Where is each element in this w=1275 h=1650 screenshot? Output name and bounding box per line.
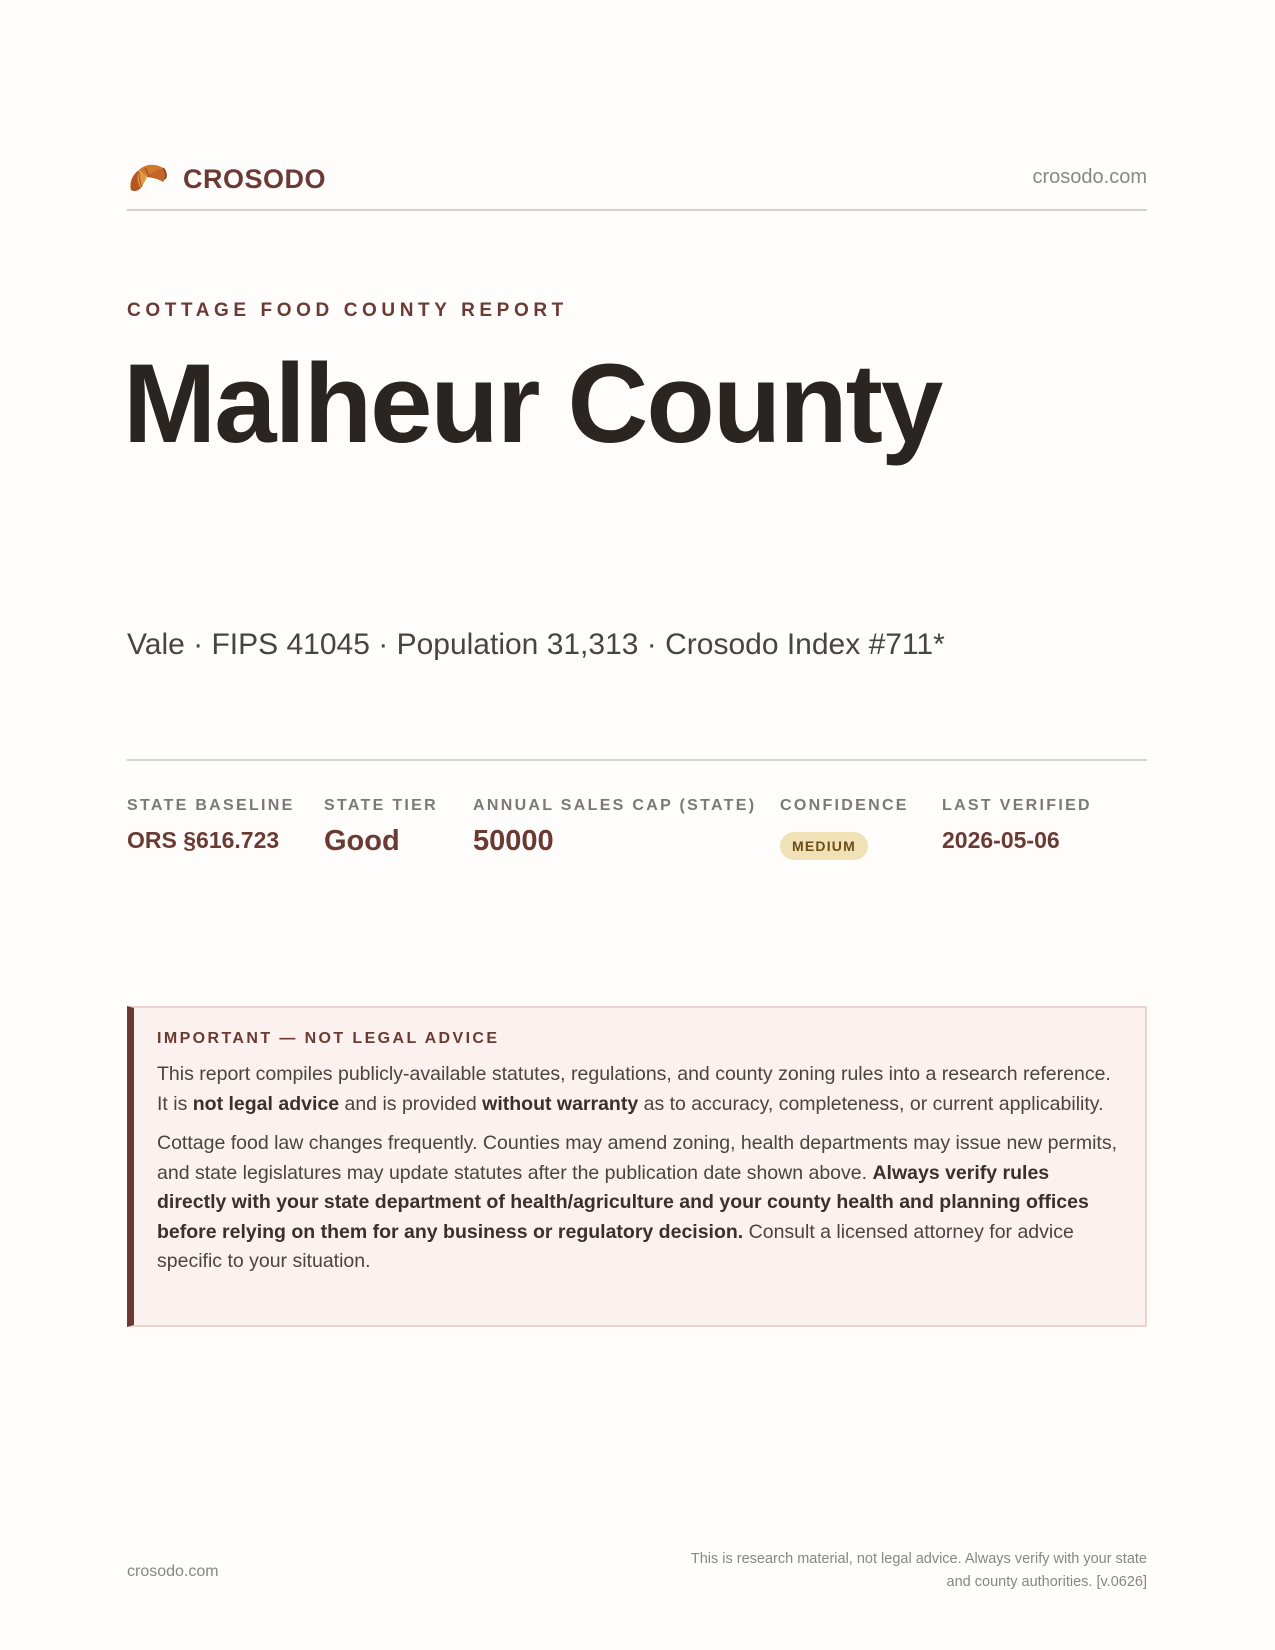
notice-heading: IMPORTANT — NOT LEGAL ADVICE bbox=[157, 1030, 500, 1047]
meta-divider bbox=[127, 759, 1147, 761]
brand-name: CROSODO bbox=[183, 164, 327, 194]
notice-emphasis: Always verify rules directly with your state department of health/agriculture and your county health and planning offices before relying on them for any business or regulatory decision. bbox=[157, 1161, 1089, 1243]
footer-disclaimer bbox=[607, 1548, 1147, 1594]
report-page bbox=[123, 0, 1147, 1650]
notice-emphasis: not legal advice bbox=[192, 1092, 340, 1115]
stat-annual-sales-cap bbox=[473, 797, 756, 858]
footer-disclaimer-line: and county authorities. [v.0626] bbox=[946, 1574, 1147, 1590]
stat-value: 50000 bbox=[473, 825, 554, 857]
stat-label: ANNUAL SALES CAP (STATE) bbox=[473, 797, 757, 814]
page-header bbox=[127, 158, 1147, 200]
notice-paragraph-1 bbox=[157, 1060, 1119, 1119]
footer-disclaimer-line: This is research material, not legal advice. Always verify with your state bbox=[690, 1551, 1147, 1567]
notice-text: as to accuracy, completeness, or current applicability. bbox=[638, 1092, 1104, 1115]
notice-text: Cottage food law changes frequently. Counties may amend zoning, health departments may issue new permits, and state legislatures may update statutes after the publication date shown above. bbox=[157, 1132, 1117, 1184]
confidence-badge: MEDIUM bbox=[780, 832, 868, 860]
notice-emphasis: without warranty bbox=[482, 1092, 639, 1115]
stat-value: Good bbox=[324, 825, 400, 857]
stat-label: STATE TIER bbox=[324, 797, 438, 814]
stat-label: LAST VERIFIED bbox=[942, 797, 1092, 814]
stat-label: CONFIDENCE bbox=[780, 797, 909, 814]
report-eyebrow: COTTAGE FOOD COUNTY REPORT bbox=[127, 300, 568, 321]
legal-notice bbox=[127, 1006, 1147, 1327]
header-divider bbox=[127, 209, 1147, 211]
stat-state-tier bbox=[324, 797, 438, 858]
notice-paragraph-2 bbox=[157, 1129, 1119, 1277]
stat-label: STATE BASELINE bbox=[127, 797, 295, 814]
notice-text: and is provided bbox=[339, 1092, 483, 1115]
county-subtitle: Vale · FIPS 41045 · Population 31,313 · Crosodo Index #711* bbox=[127, 628, 945, 661]
site-link[interactable]: crosodo.com bbox=[1032, 166, 1147, 188]
footer-site[interactable]: crosodo.com bbox=[127, 1563, 219, 1580]
notice-text: Consult a licensed attorney for advice specific to your situation. bbox=[157, 1220, 1074, 1272]
stat-confidence bbox=[780, 797, 909, 860]
stat-value: 2026-05-06 bbox=[942, 827, 1060, 853]
page-title: Malheur County bbox=[123, 341, 942, 466]
stat-state-baseline bbox=[127, 797, 295, 854]
notice-text: This report compiles publicly-available statutes, regulations, and county zoning rules into a research reference. It is bbox=[157, 1063, 1111, 1115]
stat-last-verified bbox=[942, 797, 1092, 854]
croissant-icon bbox=[127, 160, 169, 200]
stat-value: ORS §616.723 bbox=[127, 827, 280, 853]
